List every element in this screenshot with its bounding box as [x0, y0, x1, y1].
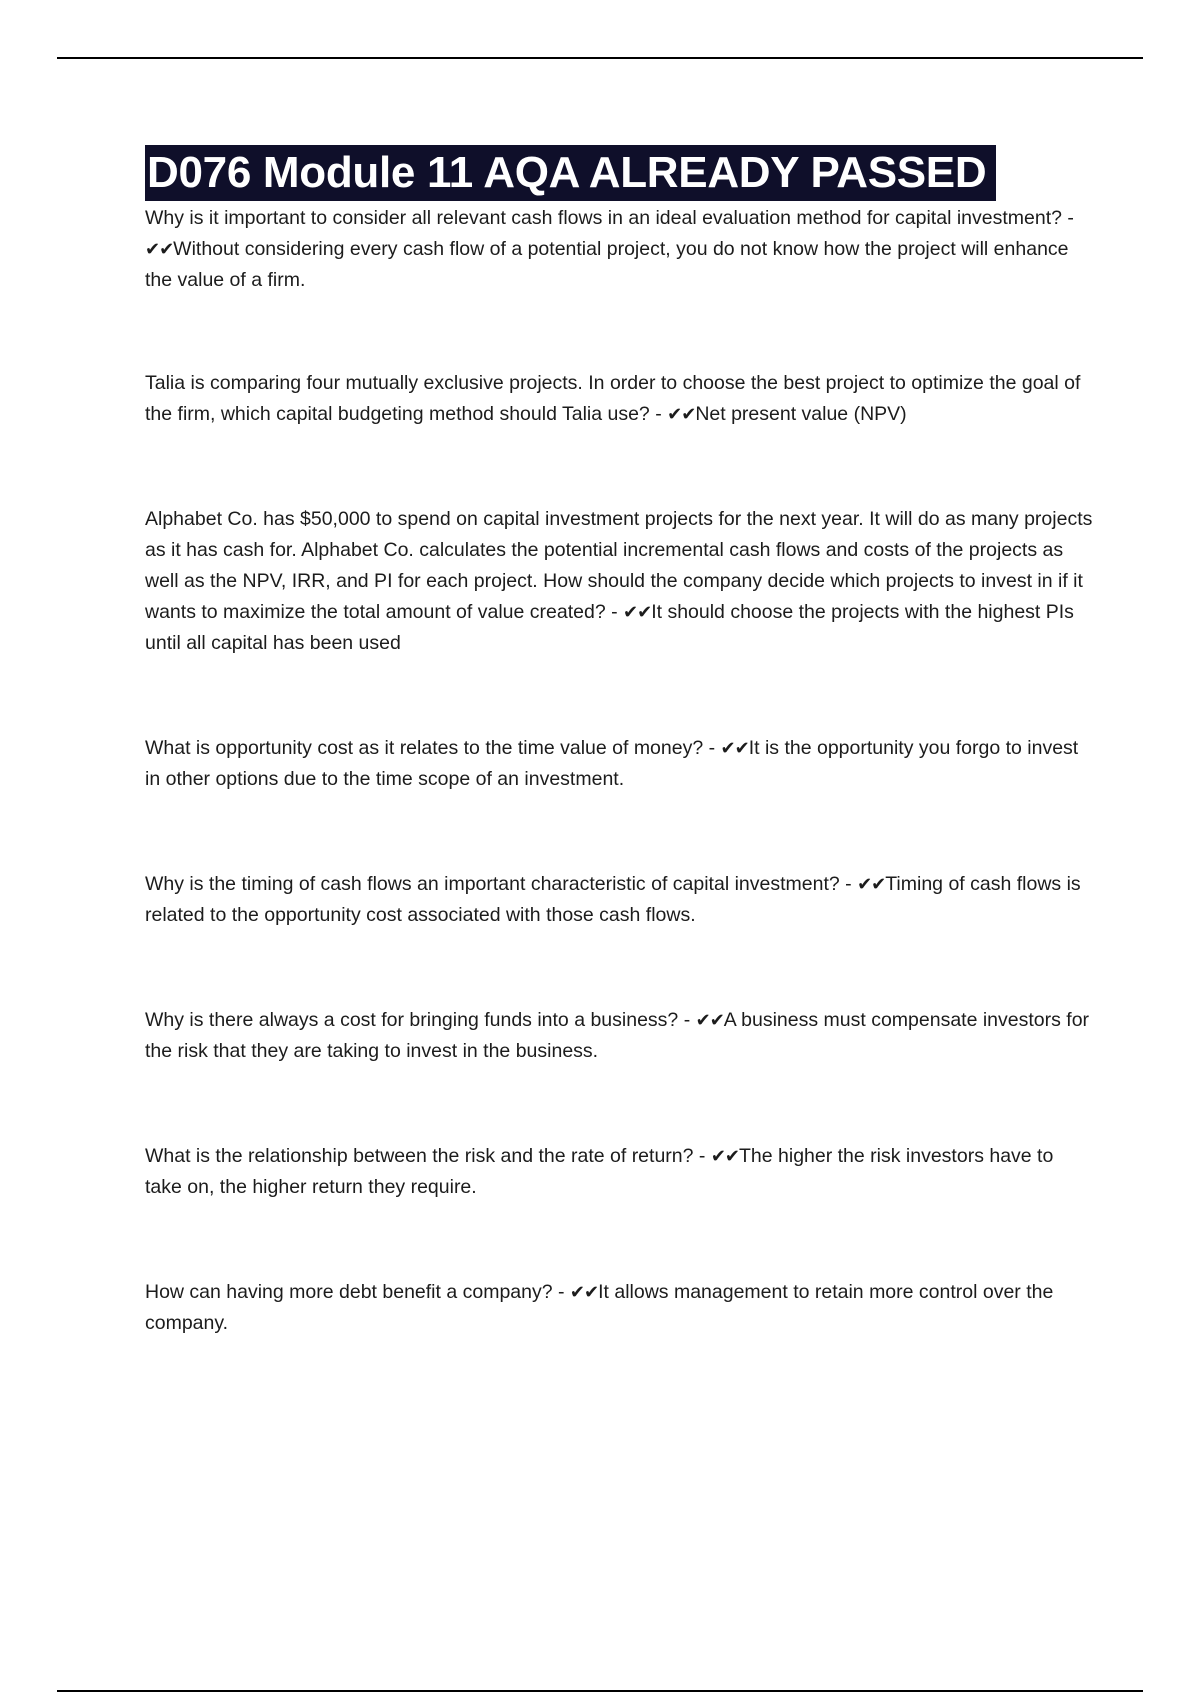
question-text: Talia is comparing four mutually exclusive projects. In order to choose the best project to optimize the goal of the firm, which capital budgeting method should Talia use?	[145, 372, 1081, 425]
top-rule	[57, 57, 1143, 59]
check-marks-icon: ✔✔	[623, 602, 652, 623]
answer-text: It is the opportunity you forgo to invest in other options due to the time scope of an investment.	[145, 737, 1079, 790]
qa-item-5	[145, 869, 1095, 931]
answer-text: Net present value (NPV)	[695, 403, 907, 425]
question-text: Alphabet Co. has $50,000 to spend on capital investment projects for the next year. It will do as many projects as it has cash for. Alphabet Co. calculates the potential incremental cash flows and costs of the projects as well as the NPV, IRR, and PI for each project. How should the company decide which projects to invest in if it wants to maximize the total amount of value created?	[145, 508, 1093, 623]
answer-text: It allows management to retain more control over the company.	[145, 1281, 1054, 1334]
question-text: What is the relationship between the risk and the rate of return?	[145, 1145, 694, 1167]
check-marks-icon: ✔✔	[569, 1282, 599, 1303]
document-title: D076 Module 11 AQA ALREADY PASSED	[145, 145, 996, 201]
bottom-rule	[57, 1690, 1143, 1692]
question-text: What is opportunity cost as it relates to the time value of money?	[145, 737, 704, 759]
separator: -	[703, 737, 721, 759]
check-marks-icon: ✔✔	[667, 404, 696, 425]
document-body	[145, 145, 1095, 1339]
question-text: Why is there always a cost for bringing funds into a business?	[145, 1009, 679, 1031]
separator: -	[678, 1009, 696, 1031]
qa-item-7	[145, 1141, 1095, 1203]
answer-text: Timing of cash flows is related to the opportunity cost associated with those cash flows.	[145, 873, 1081, 926]
qa-item-6	[145, 1005, 1095, 1067]
check-marks-icon: ✔✔	[720, 738, 749, 759]
qa-item-2	[145, 368, 1095, 430]
separator: -	[552, 1281, 570, 1303]
answer-text: A business must compensate investors for the risk that they are taking to invest in the business.	[145, 1009, 1090, 1062]
separator: -	[1061, 207, 1074, 229]
check-marks-icon: ✔✔	[857, 874, 886, 895]
question-text: Why is the timing of cash flows an important characteristic of capital investment?	[145, 873, 840, 895]
qa-item-1	[145, 203, 1095, 296]
qa-item-8	[145, 1277, 1095, 1339]
qa-item-3	[145, 504, 1095, 659]
separator: -	[649, 403, 668, 425]
question-text: How can having more debt benefit a company?	[145, 1281, 553, 1303]
answer-text: It should choose the projects with the highest PIs until all capital has been used	[145, 601, 1074, 654]
separator: -	[605, 601, 624, 623]
qa-item-4	[145, 733, 1095, 795]
answer-text: Without considering every cash flow of a potential project, you do not know how the project will enhance the value of a firm.	[145, 238, 1069, 291]
check-marks-icon: ✔✔	[145, 239, 174, 260]
separator: -	[693, 1145, 711, 1167]
question-text: Why is it important to consider all relevant cash flows in an ideal evaluation method for capital investment?	[145, 207, 1062, 229]
answer-text: The higher the risk investors have to take on, the higher return they require.	[145, 1145, 1054, 1198]
check-marks-icon: ✔✔	[710, 1146, 739, 1167]
separator: -	[839, 873, 858, 895]
check-marks-icon: ✔✔	[695, 1010, 724, 1031]
